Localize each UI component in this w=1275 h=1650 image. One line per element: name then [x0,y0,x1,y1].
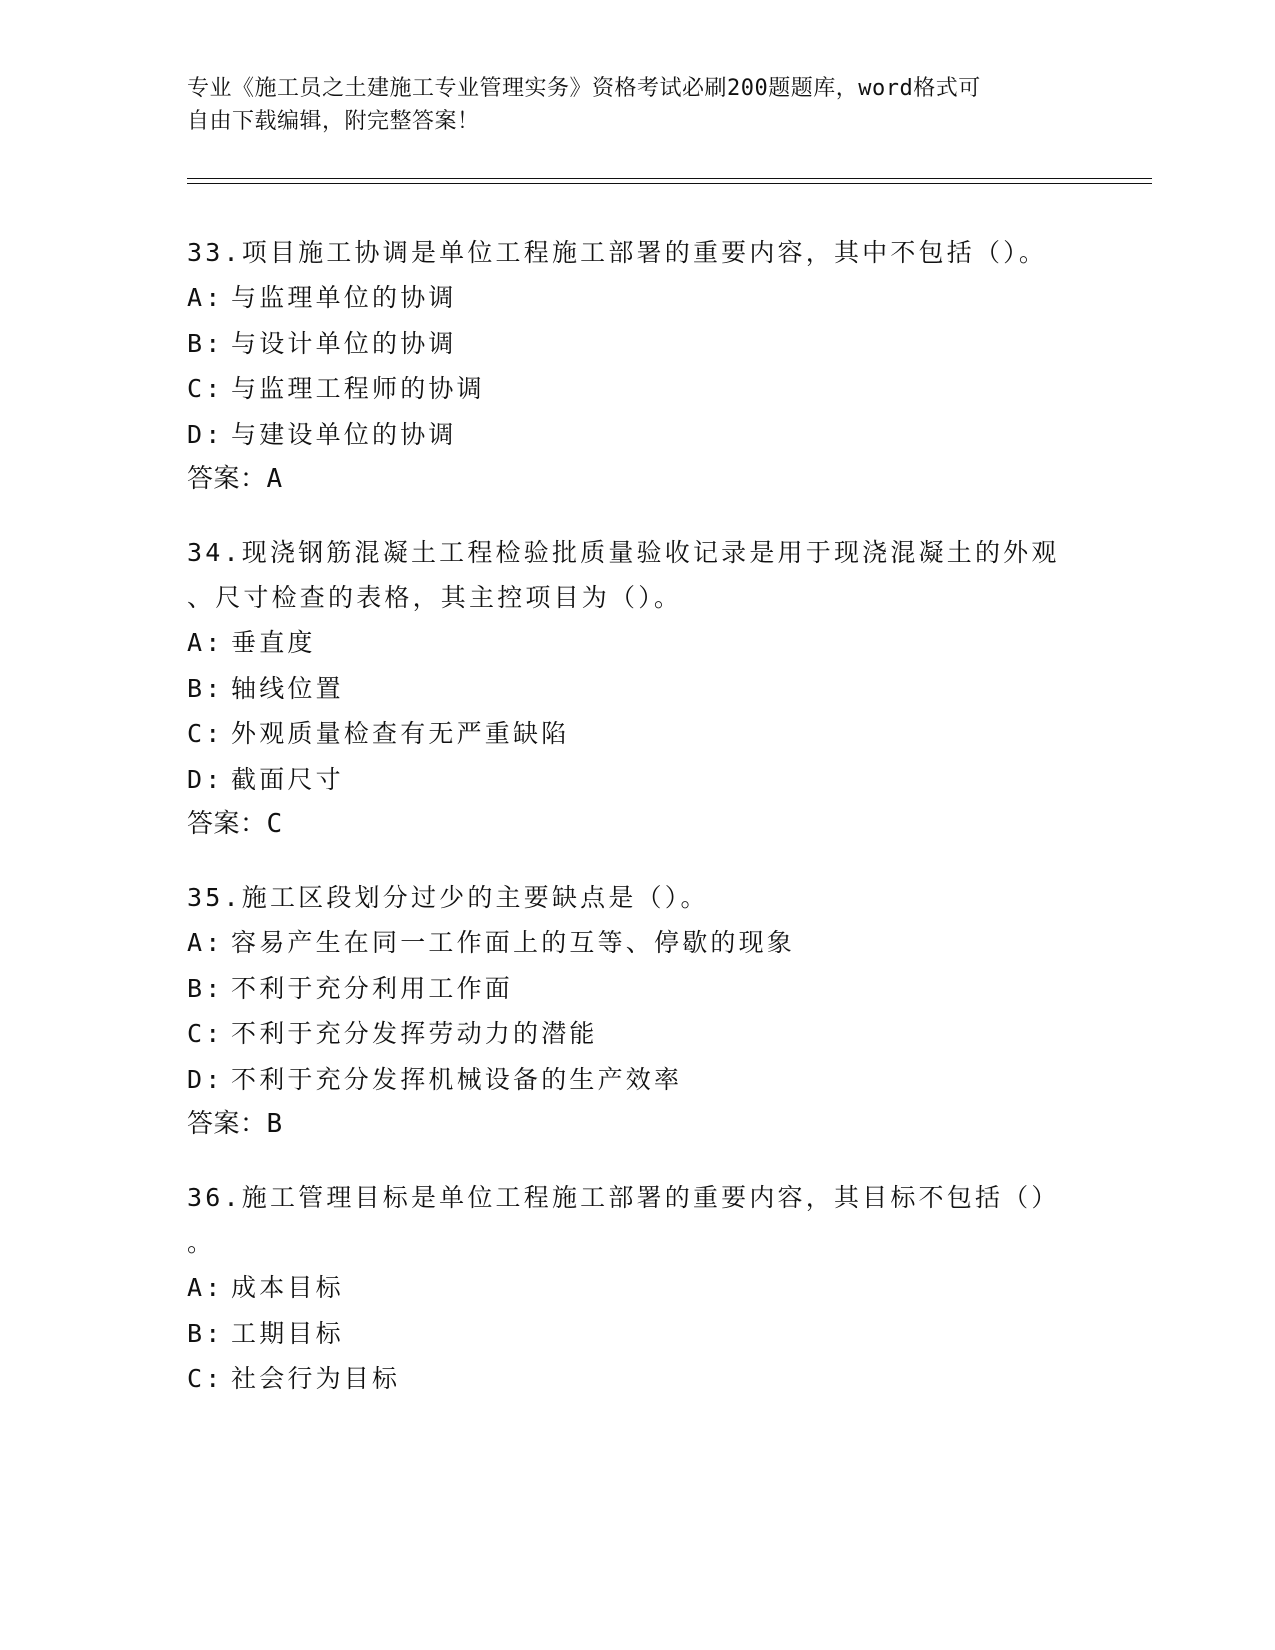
option-text: 与监理单位的协调 [231,283,457,312]
header-title-line-1: 专业《施工员之土建施工专业管理实务》资格考试必刷200题题库，word格式可 [187,76,981,101]
option-label: D: [187,419,224,449]
option-b [187,321,1087,367]
question-stem [187,230,1087,275]
answer-line: 答案：B [187,1109,283,1139]
option-b [187,666,1087,712]
question-stem-line: 35.施工区段划分过少的主要缺点是（）。 [187,883,709,912]
question-34 [187,530,1087,847]
answer-line: 答案：A [187,464,283,494]
option-d [187,1057,1087,1103]
option-label: B: [187,1318,224,1348]
option-text: 与监理工程师的协调 [231,374,485,403]
option-label: B: [187,673,224,703]
option-text: 不利于充分发挥劳动力的潜能 [231,1019,598,1048]
option-text: 与建设单位的协调 [231,419,457,449]
option-label: A: [187,1273,224,1302]
question-stem [187,530,1087,620]
option-text: 外观质量检查有无严重缺陷 [231,719,570,748]
option-label: B: [187,328,224,358]
header-title-line-2: 自由下载编辑，附完整答案！ [187,109,480,134]
option-text: 社会行为目标 [231,1364,401,1393]
question-stem-line: 34.现浇钢筋混凝土工程检验批质量验收记录是用于现浇混凝土的外观 [187,538,1060,567]
header-divider-bottom [187,183,1152,184]
question-list [187,230,1087,1430]
option-text: 成本目标 [231,1273,344,1302]
option-text: 轴线位置 [231,673,344,703]
option-text: 工期目标 [231,1318,344,1348]
question-33 [187,230,1087,502]
document-header [187,72,1067,138]
option-b [187,1311,1087,1357]
option-a [187,620,1087,666]
option-label: D: [187,1064,224,1094]
option-label: B: [187,973,224,1003]
option-text: 不利于充分发挥机械设备的生产效率 [231,1064,683,1094]
option-text: 容易产生在同一工作面上的互等、停歇的现象 [231,928,796,957]
option-label: A: [187,283,224,312]
question-stem-line: 36.施工管理目标是单位工程施工部署的重要内容，其目标不包括（） [187,1183,1060,1212]
option-label: C: [187,719,224,748]
option-label: C: [187,374,224,403]
header-divider-top [187,178,1152,179]
question-stem-line: 、尺寸检查的表格，其主控项目为（）。 [187,583,683,612]
option-a [187,1265,1087,1311]
option-d [187,412,1087,458]
option-label: D: [187,764,224,794]
option-a [187,275,1087,321]
option-label: A: [187,628,224,657]
question-stem-line: 33.项目施工协调是单位工程施工部署的重要内容，其中不包括（）。 [187,238,1048,267]
option-c [187,1356,1087,1402]
question-stem-line: 。 [187,1228,216,1257]
option-text: 截面尺寸 [231,764,344,794]
question-36 [187,1175,1087,1402]
option-text: 不利于充分利用工作面 [231,973,514,1003]
option-label: C: [187,1019,224,1048]
question-stem [187,875,1087,920]
option-c [187,1011,1087,1057]
option-label: A: [187,928,224,957]
option-d [187,757,1087,803]
option-label: C: [187,1364,224,1393]
option-c [187,711,1087,757]
option-b [187,966,1087,1012]
answer-line: 答案：C [187,809,283,839]
option-text: 与设计单位的协调 [231,328,457,358]
question-stem [187,1175,1087,1265]
question-35 [187,875,1087,1147]
option-a [187,920,1087,966]
option-text: 垂直度 [231,628,316,657]
option-c [187,366,1087,412]
